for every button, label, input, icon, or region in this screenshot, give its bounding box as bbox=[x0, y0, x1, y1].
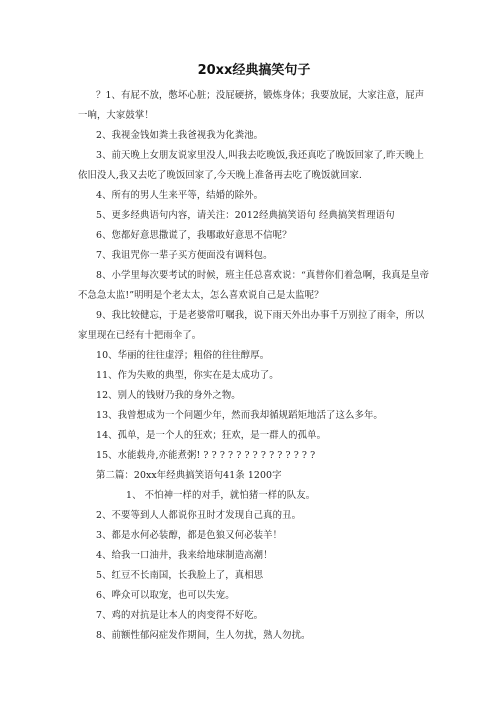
paragraph-7: 7、我诅咒你一辈子买方便面没有调料包。 bbox=[96, 250, 273, 261]
paragraph-6: 6、您都好意思撒谎了，我哪敢好意思不信呢？ bbox=[96, 230, 292, 241]
paragraph-18: 3、都是水何必装醇，都是色狼又何必装羊！ bbox=[96, 530, 283, 541]
paragraph-16: 1、 不怕神一样的对手，就怕猪一样的队友。 bbox=[126, 490, 316, 501]
paragraph-21: 6、哗众可以取宠，也可以失宠。 bbox=[96, 590, 235, 601]
paragraph-11: 11、作为失败的典型，你实在是太成功了。 bbox=[96, 370, 279, 381]
paragraph-10: 10、华丽的往往虚浮；粗俗的往往醇厚。 bbox=[96, 350, 270, 361]
paragraph-23: 8、前额性郁闷症发作期间，生人勿扰，熟人勿扰。 bbox=[96, 630, 311, 641]
document-title: 20xx经典搞笑句子 bbox=[197, 63, 311, 78]
paragraph-1: ？1、有屁不放，憋坏心脏；没屁硬挤，锻炼身体；我要放屁，大家注意，屁声一响，大家鼓掌！ bbox=[78, 90, 425, 121]
paragraph-5: 5、更多经典语句内容，请关注：2012经典搞笑语句 经典搞笑哲理语句 bbox=[96, 210, 395, 221]
paragraph-13: 13、我曾想成为一个问题少年，然而我却循规蹈矩地活了这么多年。 bbox=[96, 410, 383, 421]
paragraph-8: 8、小学里每次要考试的时候，班主任总喜欢说：“真替你们着急啊，我真是皇帝不急急太监!”明明是个老太太，怎么喜欢说自己是太监呢？ bbox=[78, 270, 430, 301]
paragraph-2: 2、我视金钱如粪土我爸视我为化粪池。 bbox=[96, 130, 264, 141]
paragraph-14: 14、孤单，是一个人的狂欢；狂欢，是一群人的孤单。 bbox=[96, 430, 327, 441]
paragraph-20: 5、红豆不长南国，长我脸上了，真相思 bbox=[96, 570, 264, 581]
document-page bbox=[78, 62, 430, 646]
paragraph-22: 7、鸡的对抗是让本人的肉变得不好吃。 bbox=[96, 610, 264, 621]
paragraph-15: 15、水能载舟,亦能煮粥! ? ? ? ? ? ? ? ? ? ? ? ? ? ? bbox=[96, 450, 316, 461]
paragraph-4: 4、所有的男人生来平等，结婚的除外。 bbox=[96, 190, 264, 201]
section-heading: 第二篇：20xx年经典搞笑语句41条 1200字 bbox=[96, 470, 282, 481]
paragraph-12: 12、别人的钱财乃我的身外之物。 bbox=[96, 390, 241, 401]
paragraph-9: 9、我比较健忘，于是老婆常叮嘱我，说下雨天外出办事千万别拉了雨伞，所以家里现在已经有十把雨伞了。 bbox=[78, 310, 425, 341]
paragraph-3: 3、前天晚上女朋友说家里没人,叫我去吃晚饭,我还真吃了晚饭回家了,昨天晚上依旧没人,我又去吃了晚饭回家了,今天晚上准备再去吃了晚饭就回家. bbox=[78, 150, 424, 181]
paragraph-17: 2、不要等到人人都说你丑时才发现自己真的丑。 bbox=[96, 510, 302, 521]
paragraph-19: 4、给我一口油井，我来给地球制造高潮！ bbox=[96, 550, 273, 561]
